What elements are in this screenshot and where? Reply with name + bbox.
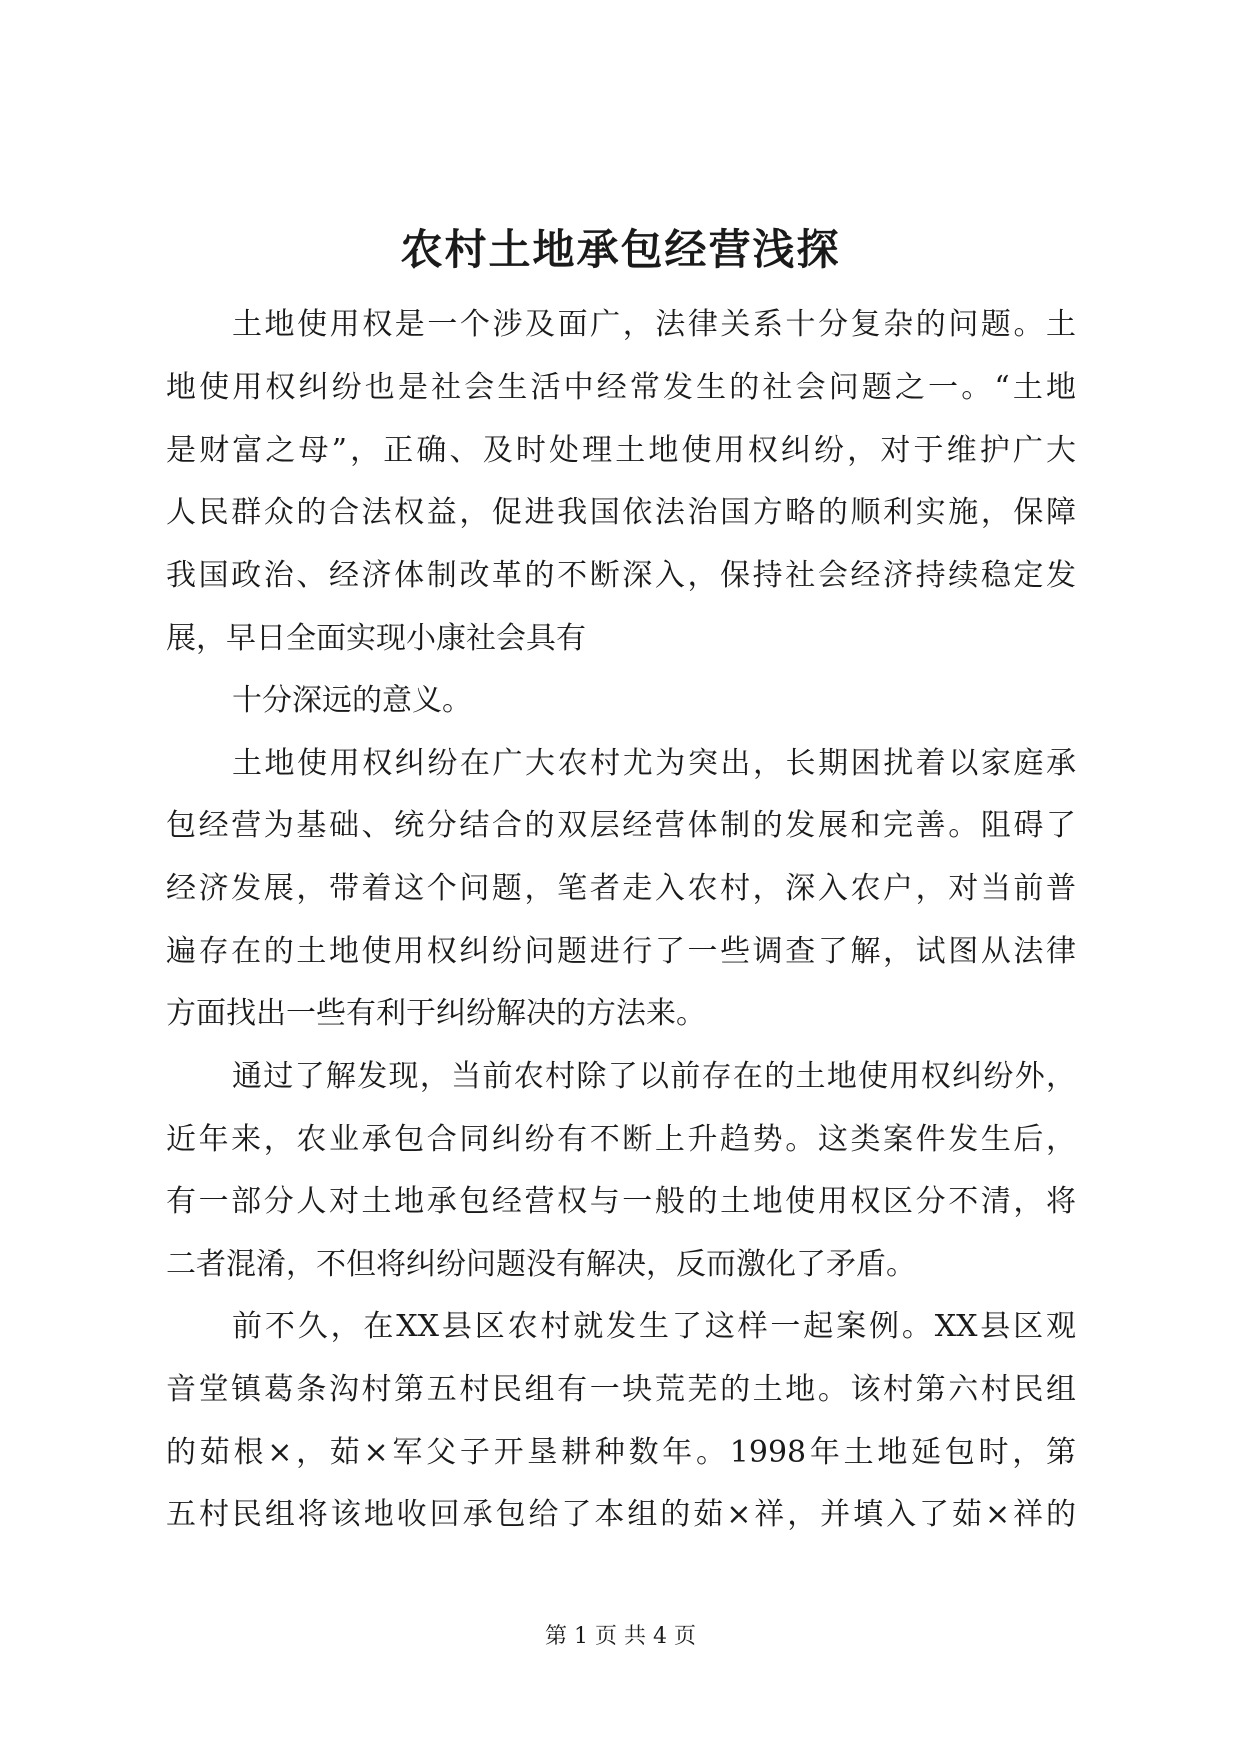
paragraph-line: 人民群众的合法权益，促进我国依法治国方略的顺利实施，保障 (166, 495, 1076, 530)
paragraph-line: 有一部分人对土地承包经营权与一般的土地使用权区分不清，将 (166, 1184, 1076, 1219)
paragraph-line: 地使用权纠纷也是社会生活中经常发生的社会问题之一。“土地 (166, 370, 1076, 405)
paragraph-line: 土地使用权是一个涉及面广，法律关系十分复杂的问题。土 (232, 307, 1076, 342)
paragraph-line: 五村民组将该地收回承包给了本组的茹×祥，并填入了茹×祥的 (166, 1497, 1076, 1532)
paragraph-line: 展，早日全面实现小康社会具有 (166, 621, 586, 656)
paragraph-line: 通过了解发现，当前农村除了以前存在的土地使用权纠纷外， (232, 1059, 1076, 1094)
page-number-footer: 第 1 页 共 4 页 (545, 1624, 696, 1649)
paragraph-line: 遍存在的土地使用权纠纷问题进行了一些调查了解，试图从法律 (166, 934, 1076, 969)
paragraph-line: 包经营为基础、统分结合的双层经营体制的发展和完善。阻碍了 (166, 808, 1076, 843)
paragraph-line: 二者混淆，不但将纠纷问题没有解决，反而激化了矛盾。 (166, 1247, 916, 1282)
paragraph-line: 经济发展，带着这个问题，笔者走入农村，深入农户，对当前普 (166, 871, 1076, 906)
paragraph-line: 是财富之母”，正确、及时处理土地使用权纠纷，对于维护广大 (166, 433, 1076, 468)
paragraph-line: 十分深远的意义。 (232, 683, 472, 718)
paragraph-line: 土地使用权纠纷在广大农村尤为突出，长期困扰着以家庭承 (232, 746, 1076, 781)
paragraph-line: 我国政治、经济体制改革的不断深入，保持社会经济持续稳定发 (166, 558, 1076, 593)
paragraph-line: 前不久，在XX县区农村就发生了这样一起案例。XX县区观 (232, 1309, 1076, 1344)
paragraph-line: 音堂镇葛条沟村第五村民组有一块荒芜的土地。该村第六村民组 (166, 1372, 1076, 1407)
document-title: 农村土地承包经营浅探 (400, 225, 841, 274)
paragraph-line: 近年来，农业承包合同纠纷有不断上升趋势。这类案件发生后， (166, 1122, 1076, 1157)
paragraph-line: 方面找出一些有利于纠纷解决的方法来。 (166, 996, 706, 1031)
paragraph-line: 的茹根×，茹×军父子开垦耕种数年。1998年土地延包时，第 (166, 1435, 1076, 1470)
